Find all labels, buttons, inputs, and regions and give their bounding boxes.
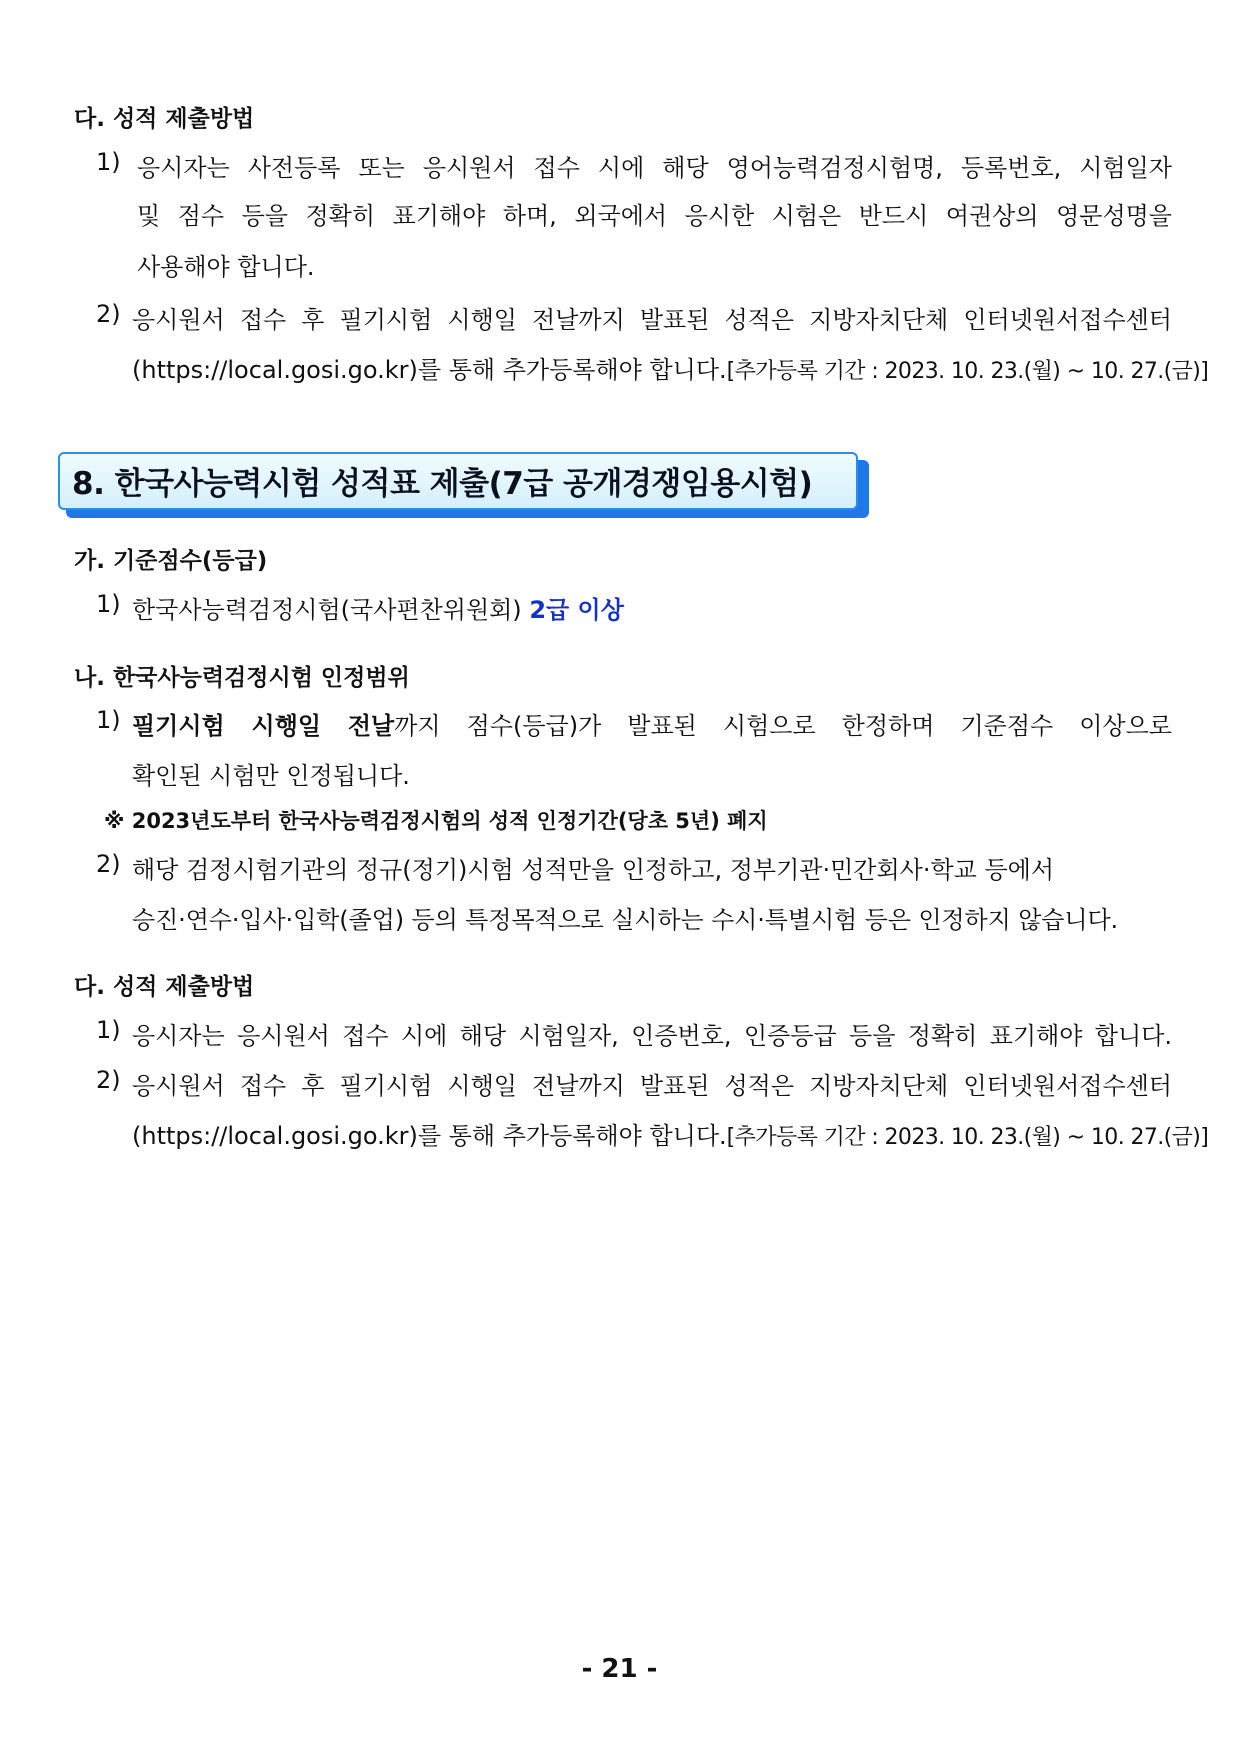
list-item-text: 응시자는 사전등록 또는 응시원서 접수 시에 해당 영어능력검정시험명, 등록번호, 시험일자 [137,154,1172,182]
section-heading-da: 다. 성적 제출방법 [74,974,255,1000]
section-heading-ga: 가. 기준점수(등급) [74,548,268,574]
list-item-text: 응시원서 접수 후 필기시험 시행일 전날까지 발표된 성적은 지방자치단체 인터넷원서접수센터 [132,1072,1172,1100]
note-text: ※ 2023년도부터 한국사능력검정시험의 성적 인정기간(당초 5년) 폐지 [104,809,768,833]
list-item-text-a: 한국사능력검정시험(국사편찬위원회) [132,596,522,624]
list-number: 2) [96,850,121,878]
list-number: 1) [96,590,121,618]
list-number: 1) [96,1016,121,1044]
list-item-text-a: (https://local.gosi.go.kr)를 통해 추가등록해야 합니다. [132,1122,727,1150]
list-item-text [132,1116,1208,1151]
section-banner-title: 8. 한국사능력시험 성적표 제출(7급 공개경쟁임용시험) [72,466,813,502]
bold-phrase: 필기시험 시행일 전날 [132,712,395,740]
list-item-text [132,590,624,625]
list-item-text: 승진·연수·입사·입학(졸업) 등의 특정목적으로 실시하는 수시·특별시험 등은 인정하지 않습니다. [132,906,1119,934]
list-number: 1) [96,148,121,176]
highlight-grade: 2급 이상 [529,596,624,624]
list-item-text: 사용해야 합니다. [137,253,315,281]
section-heading-da-top: 다. 성적 제출방법 [74,106,255,132]
list-item-text [132,706,1172,741]
list-item-text: 응시원서 접수 후 필기시험 시행일 전날까지 발표된 성적은 지방자치단체 인터넷원서접수센터 [132,306,1172,334]
list-number: 2) [96,300,121,328]
list-number: 2) [96,1066,121,1094]
list-item-text-a: (https://local.gosi.go.kr)를 통해 추가등록해야 합니다. [132,356,727,384]
list-item-text [132,350,1208,385]
registration-period: [추가등록 기간 : 2023. 10. 23.(월) ~ 10. 27.(금)] [726,1125,1209,1150]
list-item-text: 확인된 시험만 인정됩니다. [132,762,410,790]
list-item-text: 응시자는 응시원서 접수 시에 해당 시험일자, 인증번호, 인증등급 등을 정확히 표기해야 합니다. [132,1022,1172,1050]
list-item-text: 및 점수 등을 정확히 표기해야 하며, 외국에서 응시한 시험은 반드시 여권상의 영문성명을 [137,202,1172,230]
page-number: - 21 - [581,1654,658,1684]
list-item-text: 해당 검정시험기관의 정규(정기)시험 성적만을 인정하고, 정부기관·민간회사·학교 등에서 [132,856,1055,884]
section-heading-na: 나. 한국사능력검정시험 인정범위 [74,665,410,691]
registration-period: [추가등록 기간 : 2023. 10. 23.(월) ~ 10. 27.(금)] [726,359,1209,384]
list-number: 1) [96,706,121,734]
list-item-text-a: 까지 점수(등급)가 발표된 시험으로 한정하며 기준점수 이상으로 [394,712,1172,740]
